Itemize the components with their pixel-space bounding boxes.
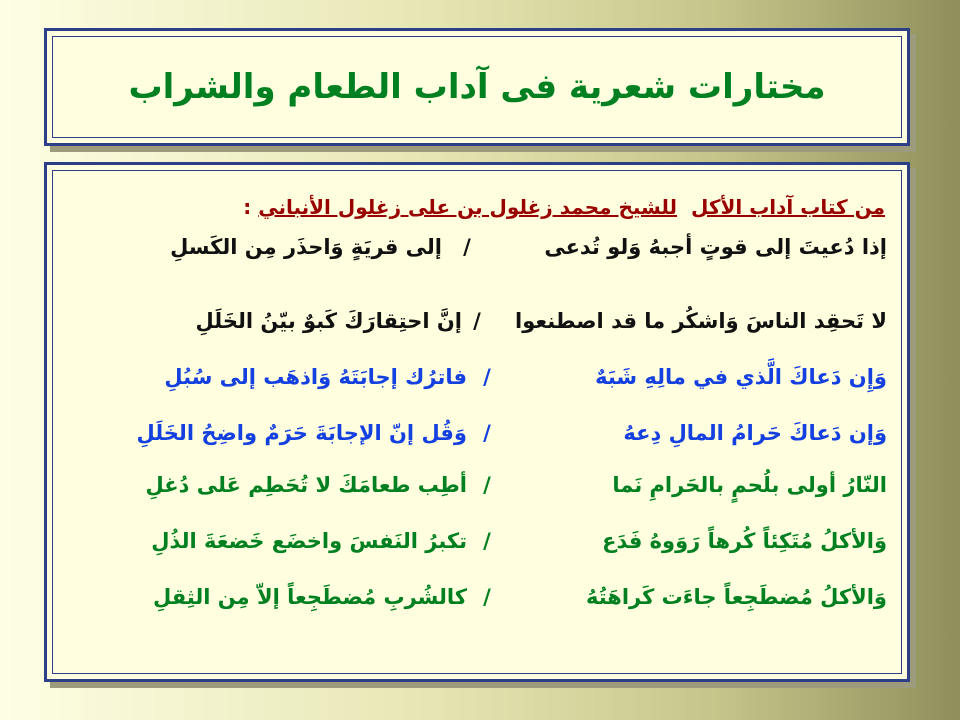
verse-line-4 xyxy=(77,413,887,453)
verse-5-separator: / xyxy=(483,473,491,497)
author-label: للشيخ محمد زغلول بن على زغلول الأنباني xyxy=(258,195,678,219)
verse-7-second-half: كالشُربِ مُضطَجِعاً إلاّ مِن الثِقلِ xyxy=(152,585,467,609)
verse-3-second-half: فاترُك إجابَتَهُ وَاذهَب إلى سُبُلِ xyxy=(164,365,467,389)
verse-6-second-half: تكبرُ النَفسَ واخضَع خَضعَةَ الذُلِ xyxy=(151,529,467,553)
verse-5-first-half: النّارُ أولى بلُحمٍ بالحَرامِ نَما xyxy=(612,473,887,497)
verse-2-first-half: لا تَحقِد الناسَ وَاشكُر ما قد اصطنعوا xyxy=(515,309,887,333)
verse-line-1 xyxy=(77,227,887,267)
verse-7-separator: / xyxy=(483,585,491,609)
verse-3-first-half: وَإِن دَعاكَ الَّذي في مالِهِ شَبَهٌ xyxy=(595,365,887,389)
verse-3-separator: / xyxy=(483,365,491,389)
verse-5-second-half: أطِب طعامَكَ لا تُحَطِم عَلى دُغلِ xyxy=(145,473,467,497)
verse-2-second-half: إنَّ احتِقارَكَ كَبوٌ بيّنُ الخَلَلِ xyxy=(195,309,462,333)
verse-line-6 xyxy=(77,521,887,561)
verse-1-first-half: إذا دُعيتَ إلى قوتٍ أجبهُ وَلو تُدعى xyxy=(544,235,887,259)
verse-4-second-half: وَقُل إنّ الإجابَةَ حَرَمٌ واضِحُ الخَلَلِ xyxy=(136,421,467,445)
verse-7-first-half: وَالأكلُ مُضطَجِعاً جاءَت كَراهَتُهُ xyxy=(585,585,887,609)
verse-4-separator: / xyxy=(483,421,491,445)
verse-line-2 xyxy=(77,301,887,341)
verse-line-7 xyxy=(77,577,887,617)
source-colon: : xyxy=(243,195,252,219)
slide-title: مختارات شعرية فى آداب الطعام والشراب xyxy=(128,67,826,107)
verse-1-second-half: إلى قريَةٍ وَاحذَر مِن الكَسلِ xyxy=(170,235,442,259)
source-citation xyxy=(243,195,885,219)
content-frame xyxy=(44,162,910,682)
verse-line-3 xyxy=(77,357,887,397)
title-frame xyxy=(44,28,910,146)
verse-line-5 xyxy=(77,465,887,505)
verse-1-separator: / xyxy=(463,235,471,259)
verse-4-first-half: وَإن دَعاكَ حَرامُ المالِ دِعهُ xyxy=(623,421,887,445)
verse-6-first-half: وَالأكلُ مُتَكِئاً كُرهاً رَوَوهُ فَدَع xyxy=(602,529,887,553)
book-label: من كتاب آداب الأكل xyxy=(691,195,885,219)
verse-6-separator: / xyxy=(483,529,491,553)
verse-2-separator: / xyxy=(473,309,481,333)
